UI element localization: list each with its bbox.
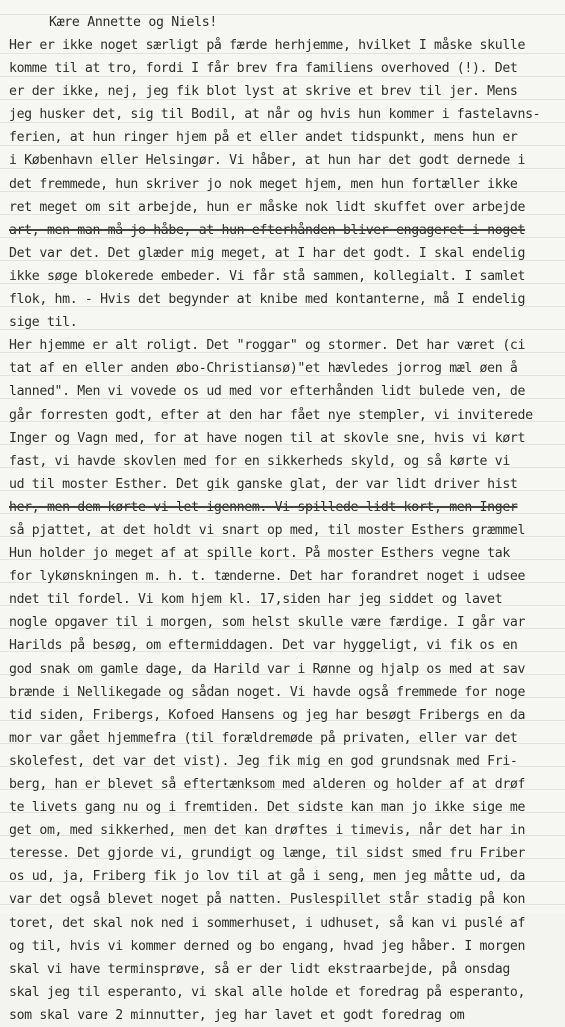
letter-line: er der ikke, nej, jeg fik blot lyst at skrive et brev til jer. Mens [9,84,518,100]
letter-line: ndet til fordel. Vi kom hjem kl. 17,siden har jeg siddet og lavet [9,592,503,608]
letter-line: jeg husker det, sig til Bodil, at når og hvis hun kommer i fastelavns- [9,107,541,123]
letter-line: god snak om gamle dage, da Harild var i Rønne og hjalp os med at sav [9,661,526,677]
letter-line: skal jeg til esperanto, vi skal alle holde et foredrag på esperanto, [9,984,526,1000]
letter-line: te livets gang nu og i fremtiden. Det sidste kan man jo ikke sige me [9,800,526,816]
letter-line: Her hjemme er alt roligt. Det "roggar" og stormer. Det har været (ci [9,338,526,354]
letter-line: det fremmede, hun skriver jo nok meget hjem, men hun fortæller ikke [9,176,518,192]
letter-line: her, men dem kørte vi let igennem. Vi spillede lidt kort, men Inger [9,499,518,515]
letter-line: ikke søge blokerede embeder. Vi får stå sammen, kollegialt. I samlet [9,268,526,284]
letter-line: Her er ikke noget særligt på færde herhjemme, hvilket I måske skulle [9,38,526,53]
letter-line: ferien, at hun ringer hjem på et eller andet tidspunkt, mens hun er [9,130,518,146]
letter-body [9,34,557,1027]
letter-line: Det var det. Det glæder mig meget, at I har det godt. I skal endelig [9,245,526,261]
letter-line: toret, det skal nok ned i sommerhuset, i udhuset, så kan vi puslé af [9,915,526,931]
letter-line: Hun holder jo meget af at spille kort. På moster Esthers vegne tak [9,546,510,562]
letter-line: lanned". Men vi vovede os ud med vor efterhånden lidt bulede ven, de [9,384,526,400]
letter-line: mor var gået hjemmefra (til forældremøde på privaten, eller var det [9,730,518,746]
letter-line: brænde i Nellikegade og sådan noget. Vi havde også fremmede for noge [9,684,526,700]
letter-line: tat af en eller anden øbo-Christiansø)"et hævledes jorrog mæl øen å [9,361,518,377]
letter-line: nogle opgaver til i morgen, som helst skulle være færdige. I går var [9,615,526,631]
letter-line: flok, hm. - Hvis det begynder at knibe med kontanterne, må I endelig [9,292,526,308]
letter-line: ret meget om sit arbejde, hun er måske nok lidt skuffet over arbejde [9,199,526,215]
letter-line: og til, hvis vi kommer derned og bo engang, hvad jeg håber. I morgen [9,938,526,954]
letter-line: os ud, ja, Friberg fik jo lov til at gå i seng, men jeg måtte ud, da [9,869,526,885]
letter-line: fast, vi havde skovlen med for en sikkerheds skyld, og så kørte vi [9,453,510,469]
letter-line: sige til. [9,315,78,331]
letter-line: skal vi have terminsprøve, så er der lidt ekstraarbejde, på onsdag [9,961,510,977]
letter-line: for lykønskningen m. h. t. tænderne. Det har forandret noget i udsee [9,569,526,585]
letter-line: ud til moster Esther. Det gik ganske glat, der var lidt driver hist [9,476,518,492]
letter-line: Harilds på besøg, om eftermiddagen. Det var hyggeligt, vi fik os en [9,638,518,654]
letter-line: teresse. Det gjorde vi, grundigt og længe, til sidst smed fru Friber [9,846,526,862]
letter-line: var det også blevet noget på natten. Puslespillet står stadig på kon [9,892,526,908]
letter-line: så pjattet, at det holdt vi snart op med, til moster Esthers græmmel [9,522,526,538]
letter-line: Inger og Vagn med, for at have nogen til at skovle sne, hvis vi kørt [9,430,526,446]
letter-line: berg, han er blevet så eftertænksom med alderen og holder af at drøf [9,777,526,792]
letter-line: art, men man må jo håbe, at hun efterhånden bliver engageret i noget [9,222,526,238]
letter-line: skolefest, det var det vist). Jeg fik mig en god grundsnak med Fri- [9,753,518,769]
letter-line: komme til at tro, fordi I får brev fra familiens overhoved (!). Det [9,61,518,77]
letter-line: tid siden, Fribergs, Kofoed Hansens og jeg har besøgt Fribergs en da [9,707,526,723]
letter-line: i København eller Helsingør. Vi håber, at hun har det godt dernede i [9,153,526,169]
letter-line: går forresten godt, efter at den har fået nye stempler, vi inviterede [9,407,533,423]
salutation: Kære Annette og Niels! [49,15,218,30]
letter-line: get om, med sikkerhed, men det kan drøftes i timevis, når det har in [9,823,526,839]
letter-line: som skal vare 2 minnutter, jeg har lavet et godt foredrag om [9,1007,465,1023]
